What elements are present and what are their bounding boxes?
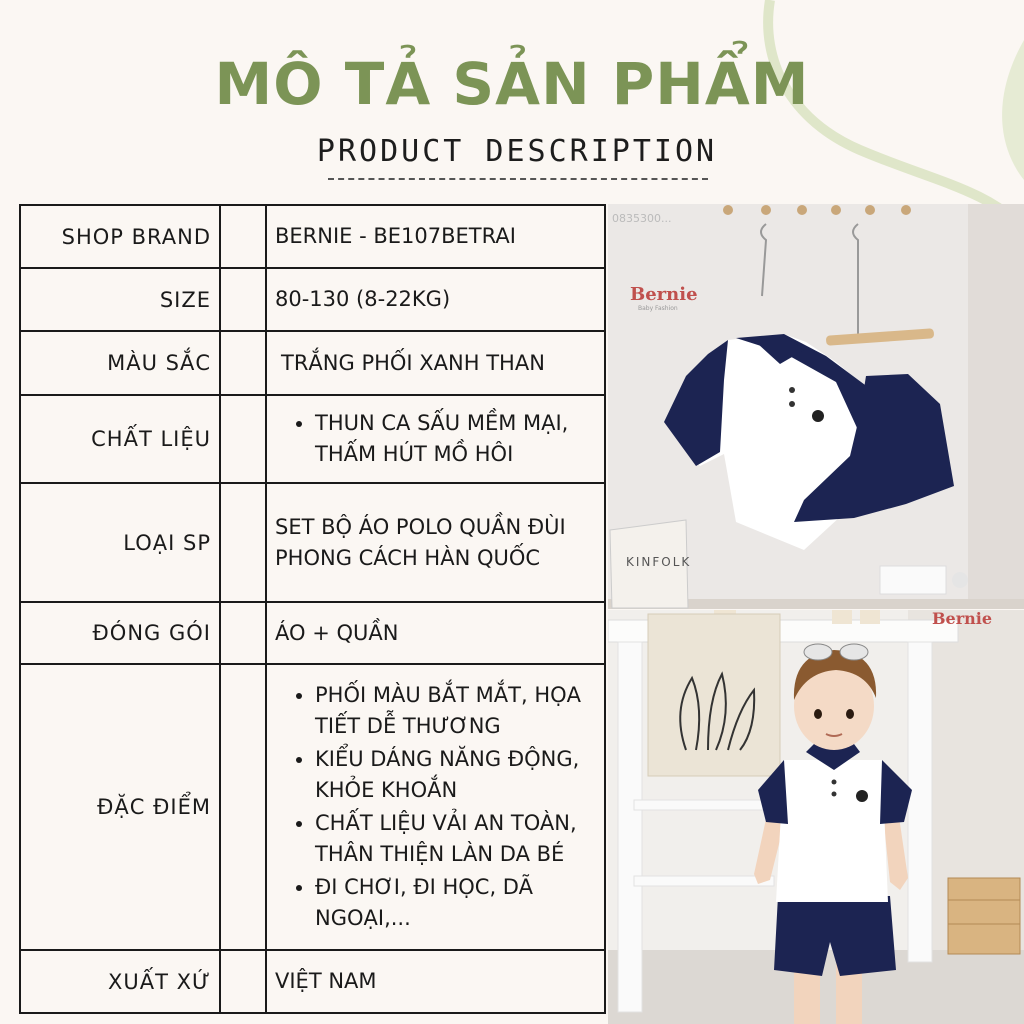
row-label: LOẠI SP xyxy=(20,483,220,602)
row-value xyxy=(266,664,605,950)
table-row xyxy=(20,268,605,331)
row-value: ÁO + QUẦN xyxy=(266,602,605,664)
brand-subtext: Baby Fashion xyxy=(638,305,678,312)
table-row xyxy=(20,205,605,268)
spec-table xyxy=(19,204,606,1014)
product-photos xyxy=(608,204,1024,1024)
row-label: SHOP BRAND xyxy=(20,205,220,268)
row-label: ĐÓNG GÓI xyxy=(20,602,220,664)
brand-logo-2: Bernie xyxy=(932,609,993,628)
table-row xyxy=(20,602,605,664)
row-label: CHẤT LIỆU xyxy=(20,395,220,483)
list-item: • ĐI CHƠI, ĐI HỌC, DÃ NGOẠI,... xyxy=(315,872,604,934)
book-title: KINFOLK xyxy=(626,555,692,569)
table-row xyxy=(20,664,605,950)
watermark-text: 0835300... xyxy=(612,212,672,225)
list-item: • CHẤT LIỆU VẢI AN TOÀN, THÂN THIỆN LÀN DA BÉ xyxy=(315,808,604,870)
table-row xyxy=(20,950,605,1013)
row-value: SET BỘ ÁO POLO QUẦN ĐÙI PHONG CÁCH HÀN QUỐC xyxy=(266,483,605,602)
row-label: MÀU SẮC xyxy=(20,331,220,395)
table-row xyxy=(20,483,605,602)
row-value xyxy=(266,395,605,483)
row-value: 80-130 (8-22KG) xyxy=(266,268,605,331)
list-item: • KIỂU DÁNG NĂNG ĐỘNG, KHỎE KHOẮN xyxy=(315,744,604,806)
row-label: ĐẶC ĐIỂM xyxy=(20,664,220,950)
brand-logo: Bernie xyxy=(630,284,698,305)
row-label: SIZE xyxy=(20,268,220,331)
page-title: MÔ TẢ SẢN PHẨM xyxy=(214,50,810,118)
photo-child-model xyxy=(608,609,1024,1024)
photo-hanging-outfit xyxy=(608,204,1024,609)
table-row xyxy=(20,331,605,395)
list-item: • THUN CA SẤU MỀM MẠI, THẤM HÚT MỒ HÔI xyxy=(315,408,604,470)
list-item: • PHỐI MÀU BẮT MẮT, HỌA TIẾT DỄ THƯƠNG xyxy=(315,680,604,742)
bullet-list xyxy=(275,680,604,934)
row-value: VIỆT NAM xyxy=(266,950,605,1013)
page-subtitle: PRODUCT DESCRIPTION xyxy=(316,134,718,169)
row-value: TRẮNG PHỐI XANH THAN xyxy=(266,331,605,395)
row-label: XUẤT XỨ xyxy=(20,950,220,1013)
bullet-list xyxy=(275,408,604,470)
row-value: BERNIE - BE107BETRAI xyxy=(266,205,605,268)
table-row xyxy=(20,395,605,483)
divider xyxy=(328,178,708,180)
